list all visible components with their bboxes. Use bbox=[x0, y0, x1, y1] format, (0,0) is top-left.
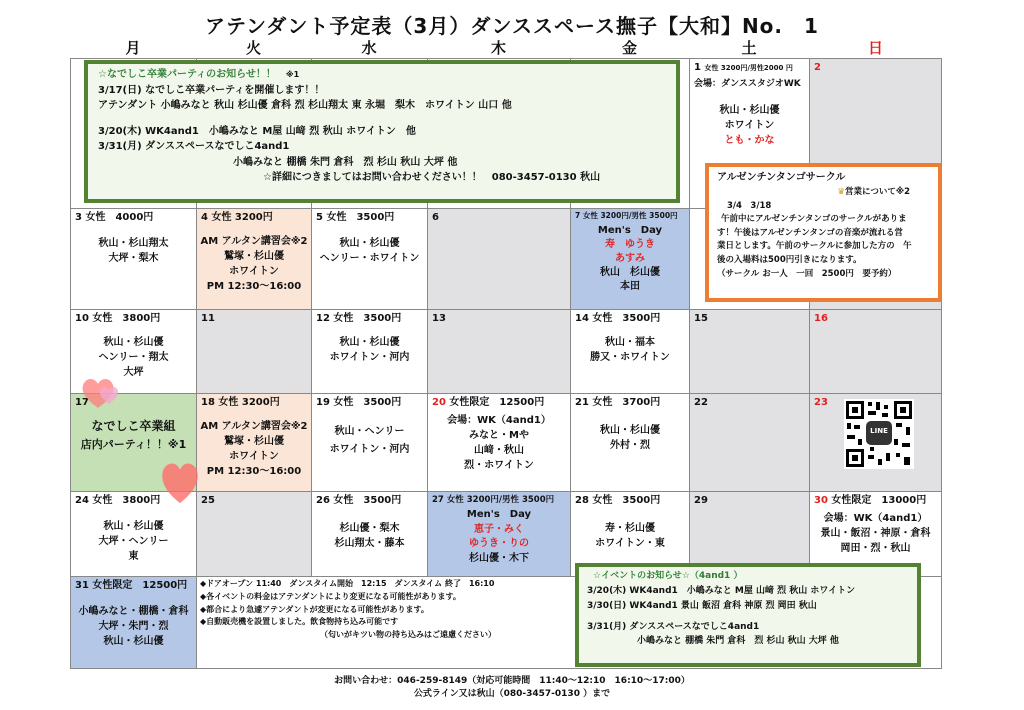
venue-text: 会場：WK（4and1） bbox=[823, 512, 928, 524]
mens-day-label: Men's Day bbox=[597, 224, 663, 236]
day-header: 23 bbox=[814, 397, 828, 408]
attendant-line: 本田 bbox=[620, 280, 640, 292]
note-item: ◆ドアオープン 11:40 ダンスタイム開始 12:15 ダンスタイム 終了 16:10 bbox=[200, 579, 495, 588]
cell-day-4 bbox=[196, 208, 312, 310]
page-title: アテンダント予定表（3月）ダンススペース撫子【大和】No. 1 bbox=[205, 14, 819, 38]
attendant-line: 大坪 bbox=[123, 366, 144, 378]
line-logo-text: LINE bbox=[870, 427, 888, 435]
tango-line: 後の入場料は500円引きになります。 bbox=[717, 254, 862, 265]
attendant-line: 秋山・杉山翔太 bbox=[98, 237, 169, 249]
day-header: 7 女性 3200円/男性 3500円 bbox=[575, 211, 678, 220]
attendant-line: 秋山・杉山優 bbox=[103, 336, 164, 348]
day-number: 1 bbox=[694, 62, 701, 73]
day-header: 10 女性 3800円 bbox=[75, 313, 161, 324]
announcement-line: 3/17(日) なでしこ卒業パーティを開催します！！ bbox=[98, 84, 325, 96]
cell-day-31 bbox=[70, 576, 197, 669]
tango-circle-box bbox=[705, 163, 942, 302]
venue-text: 会場：WK（4and1） bbox=[447, 414, 551, 426]
day-header: 17 bbox=[75, 397, 89, 408]
announcement-line: 小嶋みなと 棚橋 朱門 倉科 烈 杉山 秋山 大坪 他 bbox=[233, 156, 458, 168]
weekday-sun: 日 bbox=[867, 39, 883, 57]
attendant-line: 山﨑・秋山 bbox=[474, 444, 524, 456]
day-header: 21 女性 3700円 bbox=[575, 397, 661, 408]
attendant-line: ホワイトン bbox=[229, 265, 279, 277]
heart-icon bbox=[160, 456, 200, 508]
attendant-line: 杉山優・梨木 bbox=[339, 522, 400, 534]
day-header: 25 bbox=[201, 495, 215, 506]
cell-day-20 bbox=[427, 393, 571, 492]
cell-day-19 bbox=[311, 393, 428, 492]
attendant-line: みなと・Mや bbox=[469, 429, 529, 441]
announcement-line: 3/31(月) ダンススペースなでしこ4and1 bbox=[98, 141, 290, 152]
note-item: ◆各イベントの料金はアテンダントにより変更になる可能性があります。 bbox=[200, 591, 461, 601]
day-header: 11 bbox=[201, 313, 215, 324]
attendant-line: 杉山優・木下 bbox=[469, 552, 529, 564]
tango-line: す！午後はアルゼンチンタンゴの音楽が流れる営 bbox=[717, 227, 903, 238]
attendant-line: 秋山・ヘンリー bbox=[334, 425, 405, 437]
price-text: 女性 3200円/男性2000 円 bbox=[704, 64, 793, 72]
time-line: PM 12:30～16:00 bbox=[206, 280, 302, 292]
cell-day-5 bbox=[311, 208, 428, 310]
attendant-line: 秋山・杉山優 bbox=[600, 424, 660, 436]
attendant-line: 外村・烈 bbox=[610, 439, 650, 451]
cell-day-16 bbox=[809, 309, 942, 394]
events-heading: ☆イベントのお知らせ☆（4and1 ） bbox=[593, 571, 743, 581]
attendant-line: ヘンリー・ホワイトン bbox=[319, 252, 420, 264]
day-header: 28 女性 3500円 bbox=[575, 495, 661, 506]
tango-line: （サークル お一人 一回 2500円 要予約） bbox=[717, 268, 897, 279]
attendant-line: 鷲塚・杉山優 bbox=[224, 435, 284, 447]
weekday-mon: 月 bbox=[125, 39, 141, 57]
attendant-line: 秋山 杉山優 bbox=[600, 266, 660, 278]
cell-day-13 bbox=[427, 309, 571, 394]
day-number: 2 bbox=[814, 62, 821, 73]
attendant-line-red: あすみ bbox=[615, 252, 645, 264]
day-header: 12 女性 3500円 bbox=[316, 313, 402, 324]
cell-day-7 bbox=[570, 208, 690, 310]
attendant-line: ホワイトン bbox=[724, 119, 775, 131]
attendant-line: 東 bbox=[128, 550, 139, 562]
tango-dates: 3/4 3/18 bbox=[727, 200, 772, 211]
tango-sub: 営業について※2 bbox=[844, 187, 910, 197]
contact-footer-line2: 公式ライン又は秋山（080-3457-0130 ）まで bbox=[413, 689, 611, 699]
attendant-line-red: 恵子・みく bbox=[474, 523, 524, 535]
attendant-line: ホワイトン bbox=[229, 450, 279, 462]
cell-day-11 bbox=[196, 309, 312, 394]
day-header: 16 bbox=[814, 313, 828, 324]
day-header: 14 女性 3500円 bbox=[575, 313, 661, 324]
attendant-line: 大坪・ヘンリー bbox=[98, 535, 169, 547]
attendant-line: 大坪・梨木 bbox=[108, 252, 159, 264]
cell-day-22 bbox=[689, 393, 810, 492]
tango-heading: アルゼンチンタンゴサークル bbox=[717, 172, 846, 183]
day-header: 13 bbox=[432, 313, 446, 324]
day-header: 5 女性 3500円 bbox=[316, 212, 395, 223]
note-item: ◆都合により急遽アテンダントが変更になる可能性があります。 bbox=[200, 604, 429, 614]
tango-line: 業日とします。午前のサークルに参加した方の 午 bbox=[717, 241, 912, 252]
attendant-line: 秋山・杉山優 bbox=[719, 104, 780, 116]
day-header: 19 女性 3500円 bbox=[316, 397, 402, 408]
attendant-line: ホワイトン・河内 bbox=[329, 443, 410, 455]
day-header: 18 女性 3200円 bbox=[201, 397, 280, 408]
attendant-line: 秋山・杉山優 bbox=[339, 336, 400, 348]
events-box bbox=[575, 563, 921, 667]
day-number: 20 bbox=[432, 397, 446, 408]
day-header: 27 女性 3200円/男性 3500円 bbox=[432, 495, 555, 505]
day-header: 29 bbox=[694, 495, 708, 506]
day-header: 15 bbox=[694, 313, 708, 324]
cell-day-26 bbox=[311, 491, 428, 577]
cell-day-6 bbox=[427, 208, 571, 310]
day-number: 30 bbox=[814, 495, 828, 506]
attendant-line: 岡田・烈・秋山 bbox=[840, 542, 911, 554]
attendant-line: ヘンリー・翔太 bbox=[98, 351, 169, 363]
weekday-wed: 水 bbox=[361, 39, 377, 57]
cell-day-15 bbox=[689, 309, 810, 394]
announcement-line: 3/20(木) WK4and1 小嶋みなと M屋 山﨑 烈 秋山 ホワイトン 他 bbox=[98, 125, 416, 137]
party-title: なでしこ卒業組 bbox=[91, 418, 176, 433]
event-line: 小嶋みなと 棚橋 朱門 倉科 烈 杉山 秋山 大坪 他 bbox=[637, 636, 839, 647]
attendant-line-red: 寿 ゆうき bbox=[605, 238, 655, 250]
time-line: PM 12:30～16:00 bbox=[206, 465, 302, 477]
attendant-line: 烈・ホワイトン bbox=[464, 459, 534, 471]
party-subtitle: 店内パーティ！！※1 bbox=[80, 437, 187, 451]
tango-line: 午前中にアルゼンチンタンゴのサークルがありま bbox=[721, 214, 907, 225]
day-header: 3 女性 4000円 bbox=[75, 212, 154, 223]
cell-day-14 bbox=[570, 309, 690, 394]
attendant-line: 勝又・ホワイトン bbox=[590, 351, 670, 363]
announcement-box bbox=[84, 60, 680, 203]
weekday-thu: 木 bbox=[490, 39, 506, 57]
attendant-line: 秋山・杉山優 bbox=[103, 520, 164, 532]
attendant-line: 景山・飯沼・神原・倉科 bbox=[820, 527, 931, 539]
announcement-contact: ☆詳細につきましてはお問い合わせください！！ 080-3457-0130 秋山 bbox=[263, 172, 601, 183]
event-line: 3/20(木) WK4and1 小嶋みなと M屋 山﨑 烈 秋山 ホワイトン bbox=[587, 585, 856, 596]
day-header: 24 女性 3800円 bbox=[75, 495, 161, 506]
day-header: 女性限定 13000円 bbox=[827, 495, 927, 506]
attendant-line: ホワイトン・河内 bbox=[329, 351, 410, 363]
announcement-heading: ☆なでしこ卒業パーティのお知らせ！！ bbox=[98, 69, 276, 80]
announcement-line: アテンダント 小嶋みなと 秋山 杉山優 倉科 烈 杉山翔太 東 永堀 梨木 ホワイトン 山口 他 bbox=[98, 100, 512, 111]
note-item: （匂いがキツい物の持ち込みはご遠慮ください） bbox=[320, 630, 496, 640]
day-header: 4 女性 3200円 bbox=[201, 212, 273, 223]
cell-day-21 bbox=[570, 393, 690, 492]
day-header: 22 bbox=[694, 397, 708, 408]
attendant-line: 鷲塚・杉山優 bbox=[224, 250, 284, 262]
note-mark: ※1 bbox=[285, 70, 300, 79]
cell-day-3 bbox=[70, 208, 197, 310]
attendant-line: AM アルタン講習会※2 bbox=[200, 235, 308, 247]
attendant-line: 秋山・杉山優 bbox=[103, 635, 164, 647]
venue-text: 会場：ダンススタジオWK bbox=[694, 78, 801, 89]
attendant-line: 秋山・福本 bbox=[605, 336, 655, 348]
attendant-line-red: ゆうき・りの bbox=[469, 538, 529, 550]
attendant-line: 大坪・朱門・烈 bbox=[98, 620, 169, 632]
note-item: ◆自動販売機を設置しました。飲食物持ち込み可能です bbox=[200, 617, 399, 627]
event-line: 3/30(日) WK4and1 景山 飯沼 倉科 神原 烈 岡田 秋山 bbox=[587, 600, 817, 611]
day-header: 26 女性 3500円 bbox=[316, 495, 402, 506]
day-header: 女性限定 12500円 bbox=[445, 397, 545, 408]
attendant-line: 小嶋みなと・棚橋・倉科 bbox=[78, 605, 189, 617]
notes-list bbox=[200, 578, 570, 642]
mens-day-label: Men's Day bbox=[466, 509, 532, 521]
weekday-fri: 金 bbox=[621, 39, 637, 57]
weekday-tue: 火 bbox=[245, 39, 261, 57]
cell-day-18 bbox=[196, 393, 312, 492]
line-qr-code[interactable] bbox=[844, 399, 914, 469]
cell-day-12 bbox=[311, 309, 428, 394]
day-header: 31 女性限定 12500円 bbox=[75, 580, 188, 591]
day-header: 6 bbox=[432, 212, 439, 223]
event-line: 3/31(月) ダンススペースなでしこ4and1 bbox=[587, 621, 760, 632]
attendant-line: 杉山翔太・藤本 bbox=[334, 537, 405, 549]
attendant-line: AM アルタン講習会※2 bbox=[200, 420, 308, 432]
contact-footer-line1: お問い合わせ：046-259-8149（対応可能時間 11:40～12:10 16:10～17:00） bbox=[334, 676, 690, 686]
cell-day-25 bbox=[196, 491, 312, 577]
weekday-sat: 土 bbox=[741, 39, 757, 57]
attendant-line-red: とも・かな bbox=[724, 134, 775, 146]
heart-icon bbox=[98, 385, 120, 405]
attendant-line: 秋山・杉山優 bbox=[339, 237, 400, 249]
crown-icon: ♛ bbox=[837, 187, 845, 197]
attendant-line: ホワイトン・東 bbox=[595, 537, 665, 549]
attendant-line: 寿・杉山優 bbox=[605, 522, 655, 534]
cell-day-27 bbox=[427, 491, 571, 577]
